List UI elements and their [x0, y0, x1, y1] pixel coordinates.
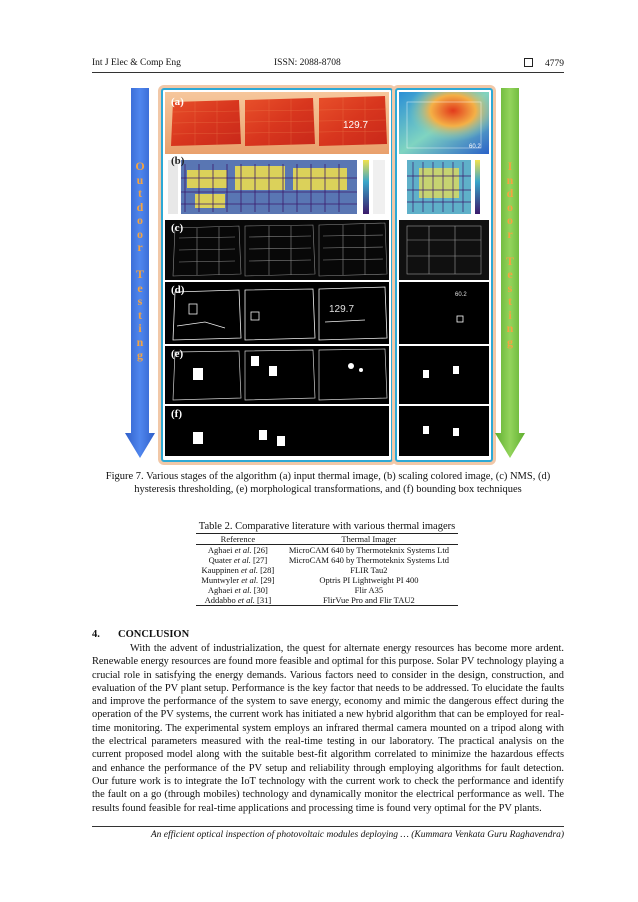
table-row: [196, 575, 458, 585]
reference-cell: [196, 565, 280, 575]
page-number-wrap: [524, 58, 564, 69]
arrow-letter: n: [506, 172, 514, 187]
panel-label-b: (b): [171, 156, 185, 167]
literature-table: [196, 533, 458, 606]
reference-author: Kauppinen: [201, 565, 239, 575]
imager-cell: Optris PI Lightweight PI 400: [319, 575, 419, 585]
arrow-letter: o: [137, 213, 143, 227]
reference-cell: [196, 585, 280, 595]
indoor-panel-d: [399, 282, 489, 344]
imager-cell: MicroCAM 640 by Thermoteknix Systems Ltd: [288, 545, 449, 555]
reference-author: Aghaei: [207, 585, 233, 595]
reference-citation: [26]: [253, 545, 268, 555]
indoor-testing-label: [495, 160, 525, 349]
reference-etal: et al.: [234, 585, 252, 595]
arrow-letter: i: [138, 321, 142, 335]
reference-etal: et al.: [237, 595, 255, 605]
journal-name: Int J Elec & Comp Eng: [92, 58, 181, 68]
indoor-temperature-readout: 60.2: [469, 144, 481, 150]
arrow-letter: o: [507, 213, 513, 227]
reference-author: Muntwyler: [201, 575, 240, 585]
issn: ISSN: 2088-8708: [274, 58, 341, 68]
arrow-letter: t: [508, 294, 512, 308]
table-header-reference: Reference: [196, 534, 280, 545]
section-heading: [92, 629, 189, 640]
table-row: [196, 595, 458, 606]
table-row: [196, 545, 458, 556]
indoor-panel-b: [399, 156, 489, 218]
reference-author: Quater: [208, 555, 232, 565]
panel-label-f: (f): [171, 408, 182, 420]
panel-f-bounding-box: [165, 406, 389, 456]
reference-author: Addabbo: [204, 595, 236, 605]
indoor-panel-a: [399, 92, 489, 154]
reference-cell: [196, 545, 280, 556]
arrow-letter: [125, 255, 155, 269]
indoor-panels: [395, 88, 493, 462]
arrow-letter: T: [135, 267, 144, 281]
arrow-letter: g: [137, 348, 143, 362]
reference-cell: [196, 555, 280, 565]
nms-image: [165, 220, 389, 280]
reference-cell: [196, 595, 280, 606]
indoor-panel-f: [399, 406, 489, 456]
outdoor-panels: [161, 88, 393, 462]
panel-d-hysteresis: [165, 282, 389, 344]
reference-citation: [27]: [253, 555, 268, 565]
panel-label-e: (e): [171, 348, 184, 360]
indoor-arrow: [495, 88, 525, 458]
arrow-letter: r: [507, 226, 513, 241]
bounding-box-image: [165, 406, 389, 456]
indoor-nms-image: [399, 220, 489, 280]
table-row: [196, 585, 458, 595]
outdoor-testing-label: [125, 160, 155, 363]
temperature-readout-d: 129.7: [329, 304, 355, 315]
reference-cell: [196, 575, 280, 585]
table-header-imager: Thermal Imager: [280, 534, 458, 545]
scaled-color-image: [165, 156, 389, 218]
reference-etal: et al.: [233, 555, 251, 565]
conclusion-paragraph: With the advent of industrialization, the quest for alternate energy resources has become more ardent. Renewable energy resources are found more feasible and optimal for this purpose. Solar PV technology playing a crucial role in satisfying the energy demands. Various factors need to consider in the design, construction, and evaluation of the PV plant setup. Performance is the key factor that needs to be addressed. To elucidate the faults and improve the performance of the system to save energy, economy and mimic the dangerous effect during the operation of the PV systems, the current work has initiated a new hybrid algorithm that can be employed for real-time monitoring. The experimental system employs an infrared thermal camera mounted on a tripod along with the electrical parameters measured with the real-time testing in our laboratory. The practical analysis on the current proposed model along with the suitable best-fit algorithm correlated to minimize the hazardous effects and enhance the performance of the PV setup and reliability through employing algorithms for fault detection. Our future work is to integrate the IoT technology with the current work to check the performance and identify the fault on a go (through mobiles) technology and dynamically monitor the electrical performance as well. The results found feasible for real-time applications and processing time is found very optimal for the PV plants.: [92, 643, 564, 814]
arrow-letter: s: [137, 294, 143, 308]
indoor-bounding-box-image: [399, 406, 489, 456]
panel-e-morphological: [165, 346, 389, 404]
reference-etal: et al.: [234, 545, 252, 555]
section-title: CONCLUSION: [118, 629, 190, 640]
hysteresis-image: [165, 282, 389, 344]
imager-cell: FlirVue Pro and Flir TAU2: [280, 595, 458, 606]
figure-caption: Figure 7. Various stages of the algorithm (a) input thermal image, (b) scaling colored image, (c) NMS, (d) hysteresis thresholding, (e) morphological transformations, and (f) bounding box techniques: [105, 471, 551, 495]
arrow-letter: e: [137, 280, 143, 295]
reference-etal: et al.: [241, 575, 259, 585]
arrow-letter: r: [137, 240, 143, 254]
panel-label-a: (a): [171, 96, 184, 108]
arrow-letter: n: [136, 334, 144, 349]
panel-c-nms: [165, 220, 389, 280]
indoor-temperature-readout-d: 60.2: [455, 292, 467, 298]
section-number: 4.: [92, 629, 100, 640]
imager-cell: FLIR Tau2: [350, 565, 388, 575]
panel-a-thermal: [165, 92, 389, 154]
arrow-letter: u: [136, 172, 144, 187]
table-title: Table 2. Comparative literature with various thermal imagers: [198, 521, 456, 532]
table-row: [196, 555, 458, 565]
thermal-image: [165, 92, 389, 154]
indoor-scaled-image: [399, 156, 489, 218]
figure-7: [121, 84, 529, 462]
reference-author: Aghaei: [207, 545, 233, 555]
indoor-morphological-image: [399, 346, 489, 404]
morphological-image: [165, 346, 389, 404]
arrow-letter: d: [136, 199, 144, 214]
reference-citation: [29]: [260, 575, 275, 585]
arrow-letter: n: [506, 321, 514, 335]
arrow-letter: I: [507, 159, 513, 173]
indoor-panel-e: [399, 346, 489, 404]
reference-etal: et al.: [240, 565, 258, 575]
imager-cell: Flir A35: [354, 585, 384, 595]
arrow-letter: g: [507, 334, 513, 349]
arrow-letter: e: [507, 267, 513, 281]
temperature-readout: 129.7: [343, 120, 369, 131]
panel-label-c: (c): [171, 222, 184, 234]
arrow-letter: s: [507, 280, 513, 295]
indoor-hysteresis-image: [399, 282, 489, 344]
arrow-letter: O: [135, 159, 145, 173]
outdoor-arrow: [125, 88, 155, 458]
arrow-letter: o: [137, 226, 143, 241]
arrow-letter: d: [506, 186, 514, 200]
running-header: [92, 58, 564, 73]
running-footer: An efficient optical inspection of photovoltaic modules deploying … (Kummara Venkata Guru Raghavendra): [92, 826, 564, 840]
arrow-letter: T: [505, 253, 514, 268]
indoor-panel-c: [399, 220, 489, 280]
arrow-letter: [495, 241, 525, 255]
panel-b-scaled: [165, 156, 389, 218]
arrow-letter: t: [138, 186, 142, 200]
reference-citation: [31]: [257, 595, 272, 605]
panel-label-d: (d): [171, 284, 185, 296]
reference-citation: [30]: [253, 585, 268, 595]
page-number: 4779: [545, 59, 564, 69]
imager-cell: MicroCAM 640 by Thermoteknix Systems Ltd: [288, 555, 449, 565]
arrow-letter: i: [508, 307, 512, 322]
checkbox-icon: [524, 58, 533, 67]
arrow-letter: o: [507, 199, 513, 214]
indoor-thermal-image: [399, 92, 489, 154]
arrow-letter: t: [138, 307, 142, 322]
reference-citation: [28]: [260, 565, 275, 575]
table-row: [196, 565, 458, 575]
